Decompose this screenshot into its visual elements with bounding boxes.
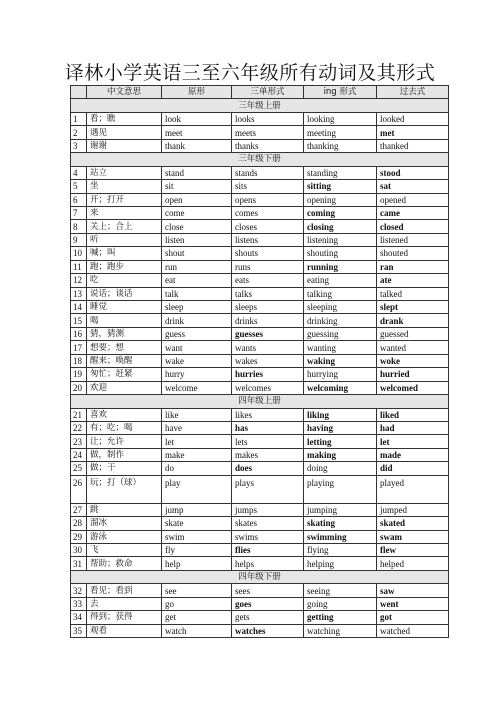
section-heading: 四年级上册	[71, 395, 449, 408]
third-person-cell: likes	[232, 408, 304, 421]
section-row	[71, 570, 449, 583]
base-form-cell: want	[162, 341, 232, 354]
meaning-cell: 听	[87, 233, 162, 246]
third-person-cell: has	[232, 421, 304, 434]
meaning-cell: 得到；获得	[87, 611, 162, 624]
meaning-cell: 跳	[87, 503, 162, 516]
row-number: 31	[71, 557, 87, 570]
third-person-cell: guesses	[232, 327, 304, 340]
meaning-cell: 猜，猜测	[87, 327, 162, 340]
third-person-cell: lets	[232, 435, 304, 448]
table-row	[71, 462, 449, 475]
third-person-cell: thanks	[232, 139, 304, 152]
row-number: 13	[71, 287, 87, 300]
base-form-cell: jump	[162, 503, 232, 516]
past-tense-cell: woke	[377, 354, 449, 367]
base-form-cell: see	[162, 584, 232, 597]
meaning-cell: 飞	[87, 544, 162, 557]
past-tense-cell: opened	[377, 193, 449, 206]
base-form-cell: run	[162, 260, 232, 273]
third-person-cell: sits	[232, 180, 304, 193]
table-row	[71, 421, 449, 434]
third-person-cell: swims	[232, 530, 304, 543]
table-row	[71, 206, 449, 219]
past-tense-cell: went	[377, 597, 449, 610]
table-row	[71, 139, 449, 152]
row-number: 8	[71, 220, 87, 233]
meaning-cell: 溜冰	[87, 517, 162, 530]
third-person-cell: meets	[232, 126, 304, 139]
past-tense-cell: ran	[377, 260, 449, 273]
past-tense-cell: wanted	[377, 341, 449, 354]
past-tense-cell: met	[377, 126, 449, 139]
meaning-cell: 开；打开	[87, 193, 162, 206]
table-row	[71, 112, 449, 125]
table-row	[71, 341, 449, 354]
past-tense-cell: closed	[377, 220, 449, 233]
ing-form-cell: listening	[304, 233, 377, 246]
row-number: 22	[71, 421, 87, 434]
ing-form-cell: shouting	[304, 247, 377, 260]
base-form-cell: have	[162, 421, 232, 434]
ing-form-cell: having	[304, 421, 377, 434]
past-tense-cell: made	[377, 448, 449, 461]
third-person-cell: goes	[232, 597, 304, 610]
third-person-cell: closes	[232, 220, 304, 233]
past-tense-cell: got	[377, 611, 449, 624]
table-row	[71, 557, 449, 570]
past-tense-cell: drank	[377, 314, 449, 327]
row-number: 23	[71, 435, 87, 448]
meaning-cell: 吃	[87, 274, 162, 287]
meaning-cell: 让；允许	[87, 435, 162, 448]
past-tense-cell: hurried	[377, 368, 449, 381]
header-number	[71, 86, 87, 99]
row-number: 17	[71, 341, 87, 354]
meaning-cell: 欢迎	[87, 381, 162, 394]
meaning-cell: 睡觉	[87, 301, 162, 314]
table-row	[71, 301, 449, 314]
row-number: 24	[71, 448, 87, 461]
row-number: 28	[71, 517, 87, 530]
meaning-cell: 说话；谈话	[87, 287, 162, 300]
meaning-cell: 想要；想	[87, 341, 162, 354]
meaning-cell: 看；瞧	[87, 112, 162, 125]
base-form-cell: close	[162, 220, 232, 233]
meaning-cell: 站立	[87, 166, 162, 179]
base-form-cell: come	[162, 206, 232, 219]
base-form-cell: go	[162, 597, 232, 610]
meaning-cell: 玩；打（球）	[87, 475, 162, 503]
third-person-cell: sees	[232, 584, 304, 597]
row-number: 33	[71, 597, 87, 610]
table-row	[71, 287, 449, 300]
table-row	[71, 503, 449, 516]
row-number: 21	[71, 408, 87, 421]
row-number: 6	[71, 193, 87, 206]
third-person-cell: looks	[232, 112, 304, 125]
table-row	[71, 624, 449, 637]
meaning-cell: 来	[87, 206, 162, 219]
row-number: 15	[71, 314, 87, 327]
row-number: 4	[71, 166, 87, 179]
ing-form-cell: meeting	[304, 126, 377, 139]
ing-form-cell: hurrying	[304, 368, 377, 381]
table-body	[71, 99, 449, 638]
third-person-cell: comes	[232, 206, 304, 219]
third-person-cell: gets	[232, 611, 304, 624]
ing-form-cell: seeing	[304, 584, 377, 597]
row-number: 29	[71, 530, 87, 543]
row-number: 12	[71, 274, 87, 287]
row-number: 27	[71, 503, 87, 516]
row-number: 2	[71, 126, 87, 139]
meaning-cell: 帮助；救命	[87, 557, 162, 570]
third-person-cell: sleeps	[232, 301, 304, 314]
past-tense-cell: slept	[377, 301, 449, 314]
table-row	[71, 381, 449, 394]
past-tense-cell: swam	[377, 530, 449, 543]
meaning-cell: 跑；跑步	[87, 260, 162, 273]
ing-form-cell: letting	[304, 435, 377, 448]
past-tense-cell: skated	[377, 517, 449, 530]
ing-form-cell: doing	[304, 462, 377, 475]
third-person-cell: listens	[232, 233, 304, 246]
meaning-cell: 观看	[87, 624, 162, 637]
base-form-cell: swim	[162, 530, 232, 543]
header-third-person: 三单形式	[232, 86, 304, 99]
ing-form-cell: watching	[304, 624, 377, 637]
meaning-cell: 做；干	[87, 462, 162, 475]
ing-form-cell: looking	[304, 112, 377, 125]
ing-form-cell: skating	[304, 517, 377, 530]
base-form-cell: welcome	[162, 381, 232, 394]
base-form-cell: fly	[162, 544, 232, 557]
base-form-cell: play	[162, 475, 232, 503]
base-form-cell: make	[162, 448, 232, 461]
table-row	[71, 475, 449, 503]
meaning-cell: 游泳	[87, 530, 162, 543]
ing-form-cell: sleeping	[304, 301, 377, 314]
base-form-cell: let	[162, 435, 232, 448]
base-form-cell: get	[162, 611, 232, 624]
third-person-cell: skates	[232, 517, 304, 530]
row-number: 10	[71, 247, 87, 260]
third-person-cell: wakes	[232, 354, 304, 367]
base-form-cell: do	[162, 462, 232, 475]
ing-form-cell: swimming	[304, 530, 377, 543]
base-form-cell: look	[162, 112, 232, 125]
ing-form-cell: helping	[304, 557, 377, 570]
ing-form-cell: waking	[304, 354, 377, 367]
past-tense-cell: flew	[377, 544, 449, 557]
ing-form-cell: getting	[304, 611, 377, 624]
header-ing-form: ing 形式	[304, 86, 377, 99]
past-tense-cell: looked	[377, 112, 449, 125]
ing-form-cell: guessing	[304, 327, 377, 340]
meaning-cell: 谢谢	[87, 139, 162, 152]
base-form-cell: sleep	[162, 301, 232, 314]
base-form-cell: talk	[162, 287, 232, 300]
past-tense-cell: stood	[377, 166, 449, 179]
past-tense-cell: played	[377, 475, 449, 503]
past-tense-cell: sat	[377, 180, 449, 193]
row-number: 34	[71, 611, 87, 624]
past-tense-cell: liked	[377, 408, 449, 421]
ing-form-cell: jumping	[304, 503, 377, 516]
base-form-cell: skate	[162, 517, 232, 530]
row-number: 7	[71, 206, 87, 219]
row-number: 18	[71, 354, 87, 367]
third-person-cell: does	[232, 462, 304, 475]
base-form-cell: watch	[162, 624, 232, 637]
row-number: 19	[71, 368, 87, 381]
row-number: 20	[71, 381, 87, 394]
meaning-cell: 坐	[87, 180, 162, 193]
ing-form-cell: standing	[304, 166, 377, 179]
past-tense-cell: did	[377, 462, 449, 475]
third-person-cell: talks	[232, 287, 304, 300]
header-past-tense: 过去式	[377, 86, 449, 99]
table-row	[71, 274, 449, 287]
section-row	[71, 395, 449, 408]
meaning-cell: 醒来；唤醒	[87, 354, 162, 367]
table-row	[71, 448, 449, 461]
third-person-cell: hurries	[232, 368, 304, 381]
table-row	[71, 233, 449, 246]
table-row	[71, 314, 449, 327]
meaning-cell: 看见；看到	[87, 584, 162, 597]
ing-form-cell: going	[304, 597, 377, 610]
meaning-cell: 有；吃；喝	[87, 421, 162, 434]
row-number: 32	[71, 584, 87, 597]
row-number: 26	[71, 475, 87, 503]
table-row	[71, 544, 449, 557]
row-number: 1	[71, 112, 87, 125]
table-header-row	[71, 86, 449, 99]
table-row	[71, 166, 449, 179]
base-form-cell: listen	[162, 233, 232, 246]
third-person-cell: helps	[232, 557, 304, 570]
section-heading: 三年级上册	[71, 99, 449, 112]
ing-form-cell: wanting	[304, 341, 377, 354]
table-row	[71, 247, 449, 260]
ing-form-cell: coming	[304, 206, 377, 219]
third-person-cell: makes	[232, 448, 304, 461]
third-person-cell: eats	[232, 274, 304, 287]
row-number: 25	[71, 462, 87, 475]
meaning-cell: 做，制作	[87, 448, 162, 461]
verb-table	[70, 85, 449, 638]
section-row	[71, 153, 449, 166]
third-person-cell: flies	[232, 544, 304, 557]
table-row	[71, 368, 449, 381]
third-person-cell: welcomes	[232, 381, 304, 394]
table-row	[71, 180, 449, 193]
ing-form-cell: liking	[304, 408, 377, 421]
base-form-cell: guess	[162, 327, 232, 340]
table-row	[71, 611, 449, 624]
base-form-cell: stand	[162, 166, 232, 179]
row-number: 14	[71, 301, 87, 314]
past-tense-cell: thanked	[377, 139, 449, 152]
past-tense-cell: helped	[377, 557, 449, 570]
table-row	[71, 327, 449, 340]
row-number: 5	[71, 180, 87, 193]
table-row	[71, 584, 449, 597]
base-form-cell: shout	[162, 247, 232, 260]
header-base-form: 原形	[162, 86, 232, 99]
table-row	[71, 260, 449, 273]
past-tense-cell: ate	[377, 274, 449, 287]
ing-form-cell: thanking	[304, 139, 377, 152]
meaning-cell: 遇见	[87, 126, 162, 139]
third-person-cell: drinks	[232, 314, 304, 327]
table-row	[71, 435, 449, 448]
ing-form-cell: eating	[304, 274, 377, 287]
header-meaning: 中文意思	[87, 86, 162, 99]
meaning-cell: 喝	[87, 314, 162, 327]
past-tense-cell: talked	[377, 287, 449, 300]
past-tense-cell: welcomed	[377, 381, 449, 394]
third-person-cell: plays	[232, 475, 304, 503]
section-heading: 四年级下册	[71, 570, 449, 583]
base-form-cell: drink	[162, 314, 232, 327]
base-form-cell: eat	[162, 274, 232, 287]
base-form-cell: sit	[162, 180, 232, 193]
past-tense-cell: jumped	[377, 503, 449, 516]
third-person-cell: runs	[232, 260, 304, 273]
section-row	[71, 99, 449, 112]
third-person-cell: opens	[232, 193, 304, 206]
base-form-cell: open	[162, 193, 232, 206]
past-tense-cell: had	[377, 421, 449, 434]
ing-form-cell: making	[304, 448, 377, 461]
table-row	[71, 408, 449, 421]
past-tense-cell: shouted	[377, 247, 449, 260]
past-tense-cell: let	[377, 435, 449, 448]
past-tense-cell: guessed	[377, 327, 449, 340]
row-number: 9	[71, 233, 87, 246]
row-number: 16	[71, 327, 87, 340]
table-row	[71, 517, 449, 530]
table-row	[71, 193, 449, 206]
third-person-cell: watches	[232, 624, 304, 637]
table-row	[71, 597, 449, 610]
meaning-cell: 去	[87, 597, 162, 610]
past-tense-cell: came	[377, 206, 449, 219]
document-title: 译林小学英语三至六年级所有动词及其形式	[64, 62, 436, 84]
base-form-cell: wake	[162, 354, 232, 367]
table-row	[71, 354, 449, 367]
table-row	[71, 220, 449, 233]
ing-form-cell: drinking	[304, 314, 377, 327]
ing-form-cell: running	[304, 260, 377, 273]
row-number: 35	[71, 624, 87, 637]
table-row	[71, 126, 449, 139]
meaning-cell: 关上；合上	[87, 220, 162, 233]
base-form-cell: hurry	[162, 368, 232, 381]
ing-form-cell: sitting	[304, 180, 377, 193]
row-number: 11	[71, 260, 87, 273]
base-form-cell: thank	[162, 139, 232, 152]
ing-form-cell: closing	[304, 220, 377, 233]
ing-form-cell: welcoming	[304, 381, 377, 394]
base-form-cell: meet	[162, 126, 232, 139]
meaning-cell: 喊；叫	[87, 247, 162, 260]
third-person-cell: wants	[232, 341, 304, 354]
base-form-cell: like	[162, 408, 232, 421]
base-form-cell: help	[162, 557, 232, 570]
ing-form-cell: opening	[304, 193, 377, 206]
meaning-cell: 匆忙；赶紧	[87, 368, 162, 381]
third-person-cell: jumps	[232, 503, 304, 516]
table-row	[71, 530, 449, 543]
row-number: 30	[71, 544, 87, 557]
ing-form-cell: flying	[304, 544, 377, 557]
past-tense-cell: listened	[377, 233, 449, 246]
third-person-cell: shouts	[232, 247, 304, 260]
meaning-cell: 喜欢	[87, 408, 162, 421]
row-number: 3	[71, 139, 87, 152]
past-tense-cell: saw	[377, 584, 449, 597]
ing-form-cell: playing	[304, 475, 377, 503]
past-tense-cell: watched	[377, 624, 449, 637]
ing-form-cell: talking	[304, 287, 377, 300]
third-person-cell: stands	[232, 166, 304, 179]
section-heading: 三年级下册	[71, 153, 449, 166]
